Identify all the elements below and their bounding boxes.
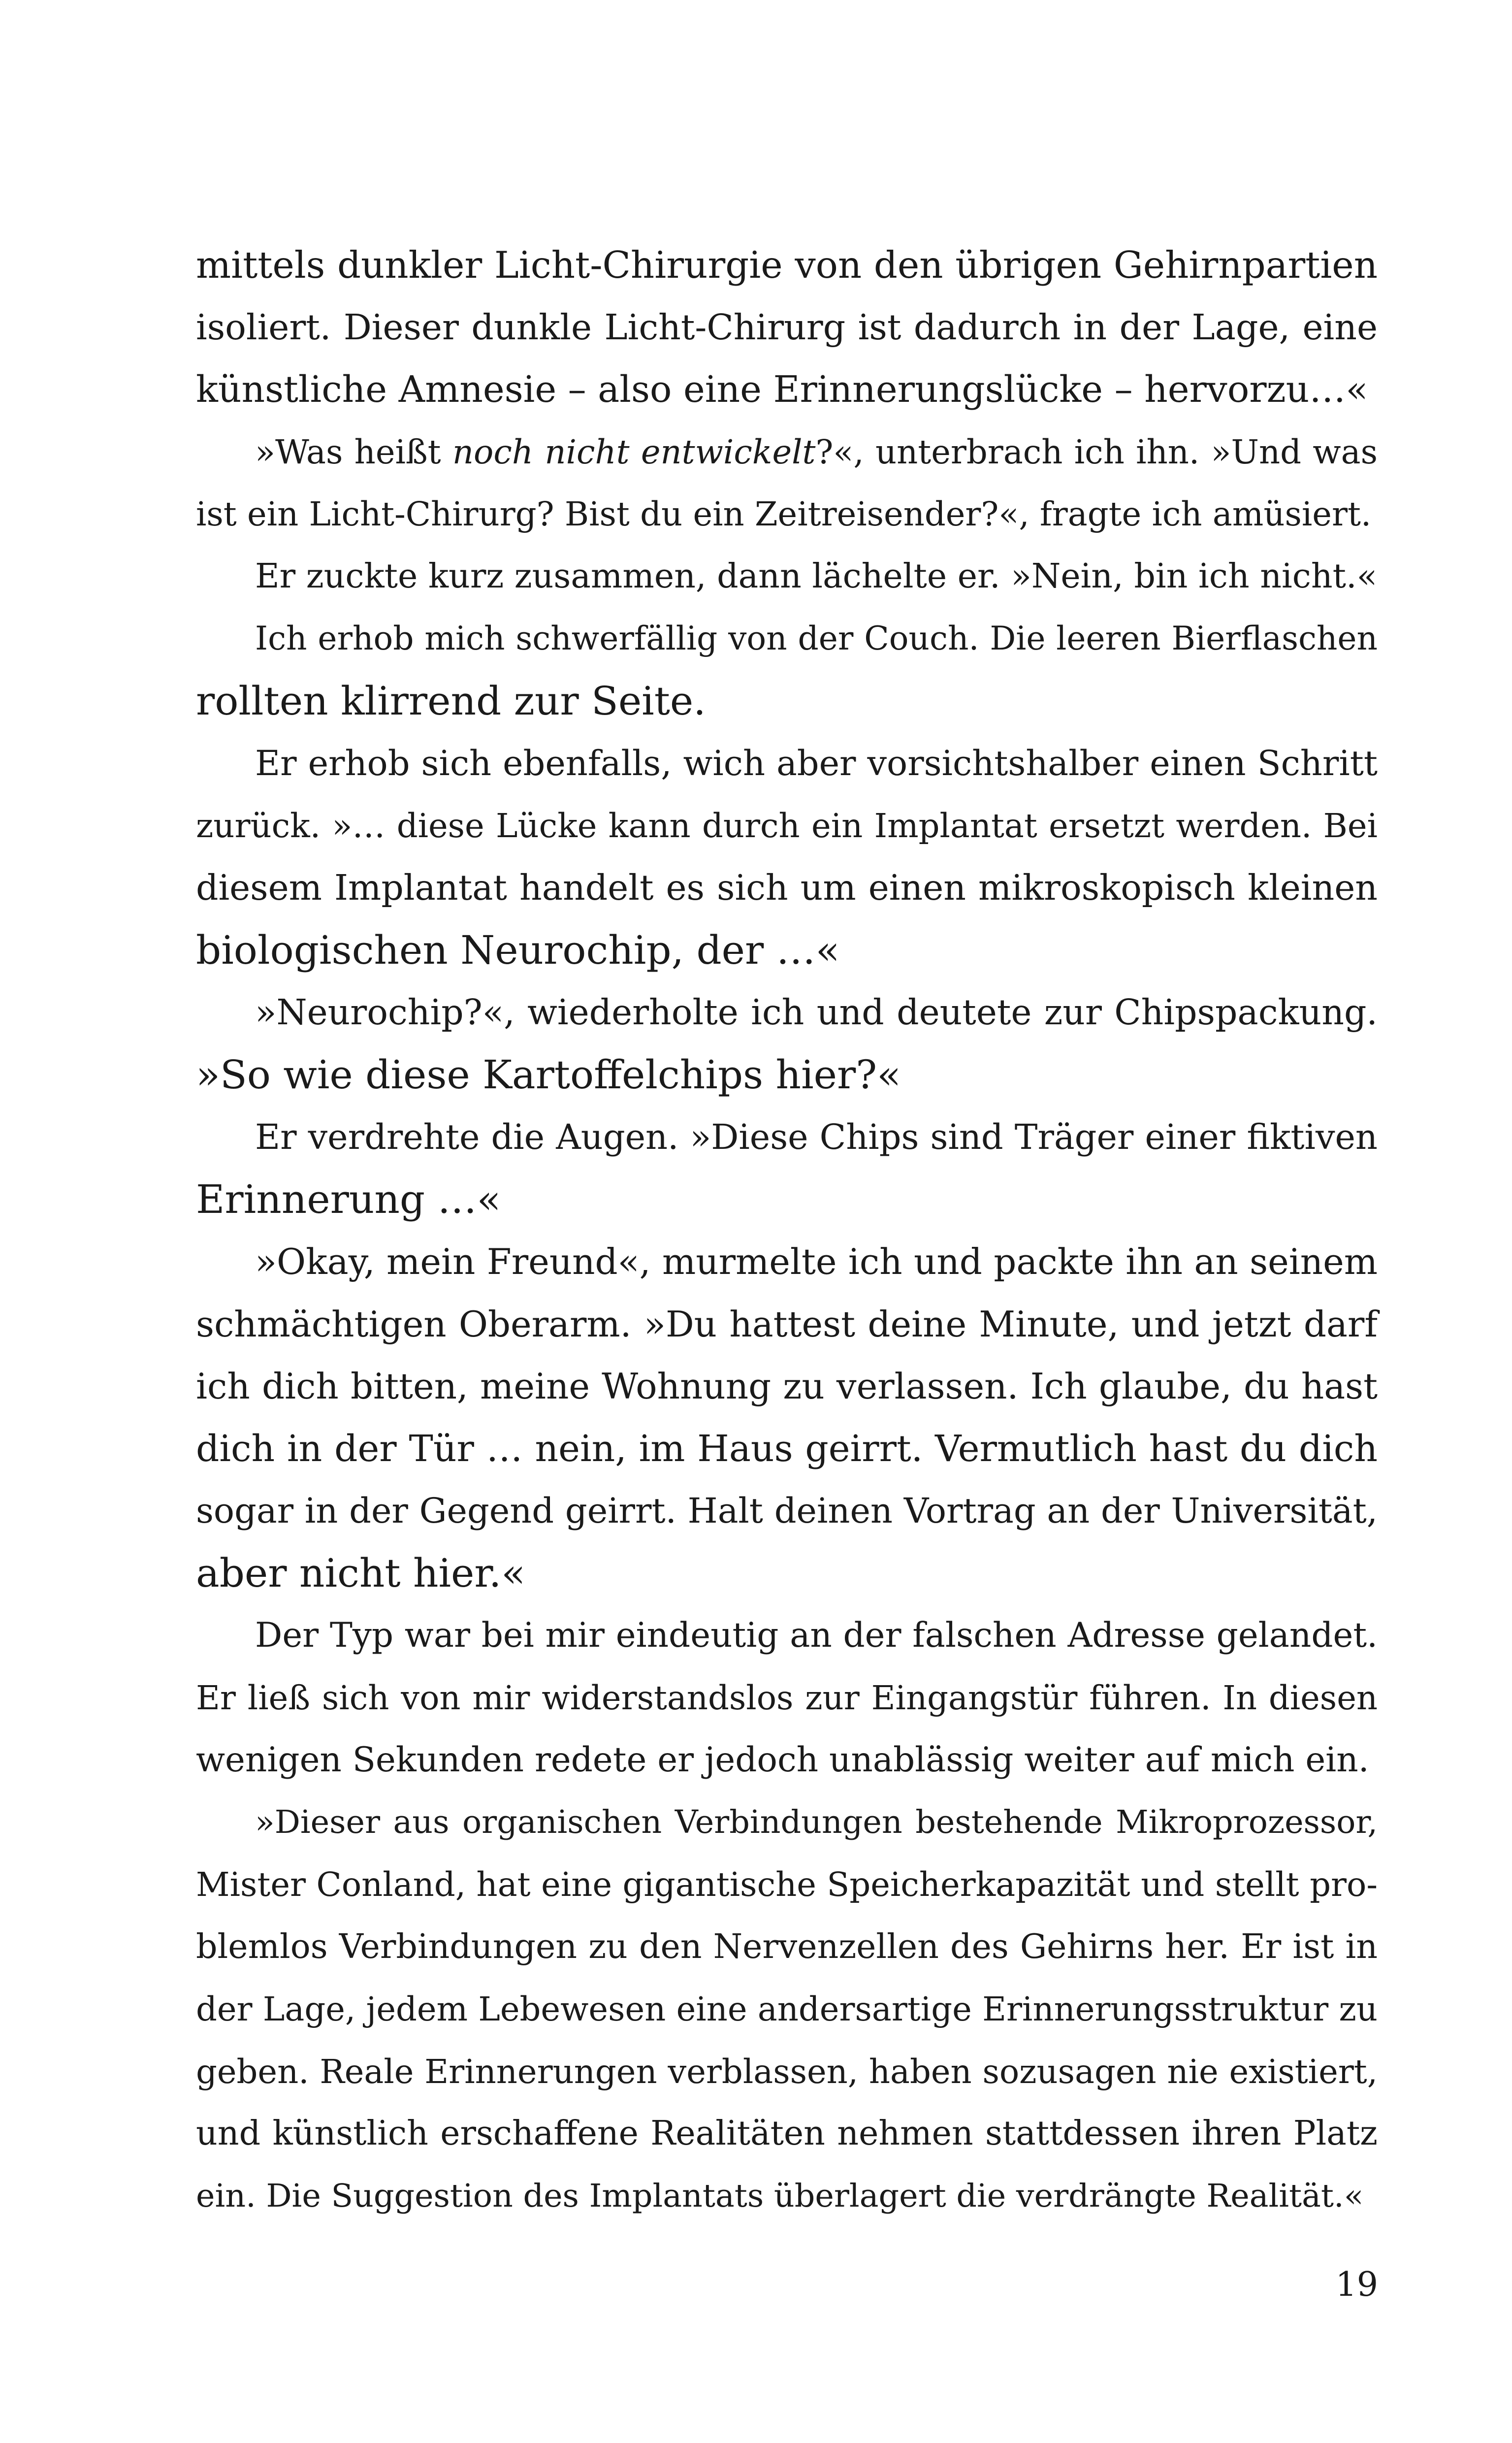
body-text [196,234,1378,2227]
text-line: wenigen Sekunden redete er jedoch unablässig weiter auf mich ein. [196,1740,1369,1780]
text-span: ?«, unterbrach ich ihn. »Und was [815,432,1378,471]
text-line: isoliert. Dieser dunkle Licht-Chirurg ist dadurch in der Lage, eine [196,306,1378,348]
text-line: »So wie diese Kartoffelchips hier?« [196,1051,901,1098]
text-line: dich in der Tür … nein, im Haus geirrt. Vermutlich hast du dich [196,1427,1378,1470]
text-span: »Was heißt [255,432,452,471]
text-line: »Neurochip?«, wiederholte ich und deutete zur Chipspackung. [255,992,1378,1033]
text-line: Mister Conland, hat eine gigantische Speicherkapazität und stellt pro- [196,1865,1378,1904]
page-number: 19 [1335,2265,1378,2304]
text-line: »Okay, mein Freund«, murmelte ich und packte ihn an seinem [255,1241,1378,1282]
text-line: zurück. »… diese Lücke kann durch ein Implantat ersetzt werden. Bei [196,806,1378,845]
text-line: Erinnerung …« [196,1176,501,1222]
text-line: Er zuckte kurz zusammen, dann lächelte er. »Nein, bin ich nicht.« [255,556,1378,596]
text-line: Er verdrehte die Augen. »Diese Chips sind Träger einer fiktiven [255,1117,1378,1157]
text-line: aber nicht hier.« [196,1550,526,1596]
text-line: Er ließ sich von mir widerstandslos zur Eingangstür führen. In diesen [196,1678,1378,1717]
text-line: Er erhob sich ebenfalls, wich aber vorsichtshalber einen Schritt [255,743,1378,783]
text-line: künstliche Amnesie – also eine Erinnerungslücke – hervorzu…« [196,368,1368,411]
text-line [196,421,1378,484]
text-line: biologischen Neurochip, der …« [196,927,840,973]
text-line: rollten klirrend zur Seite. [196,678,706,724]
text-line: ein. Die Suggestion des Implantats überlagert die verdrängte Realität.« [196,2177,1364,2215]
text-line: »Dieser aus organischen Verbindungen bestehende Mikroprozessor, [255,1803,1378,1841]
text-line: schmächtigen Oberarm. »Du hattest deine Minute, und jetzt darf [196,1303,1378,1345]
text-line: Der Typ war bei mir eindeutig an der falschen Adresse gelandet. [255,1616,1378,1655]
text-line: geben. Reale Erinnerungen verblassen, haben sozusagen nie existiert, [196,2052,1378,2091]
text-line: ist ein Licht-Chirurg? Bist du ein Zeitreisender?«, fragte ich amüsiert. [196,495,1372,533]
italic-phrase: noch nicht entwickelt [452,432,816,471]
text-line: Ich erhob mich schwerfällig von der Couch. Die leeren Bierflaschen [255,619,1378,657]
text-line: sogar in der Gegend geirrt. Halt deinen Vortrag an der Universität, [196,1491,1378,1531]
text-line: und künstlich erschaffene Realitäten nehmen stattdessen ihren Platz [196,2114,1378,2153]
text-line: diesem Implantat handelt es sich um einen mikroskopisch kleinen [196,867,1378,908]
text-line: ich dich bitten, meine Wohnung zu verlassen. Ich glaube, du hast [196,1366,1378,1407]
text-line: der Lage, jedem Lebewesen eine andersartige Erinnerungsstruktur zu [196,1990,1378,2028]
text-line: blemlos Verbindungen zu den Nervenzellen des Gehirns her. Er ist in [196,1927,1378,1966]
text-line: mittels dunkler Licht-Chirurgie von den übrigen Gehirnpartien [196,243,1378,287]
